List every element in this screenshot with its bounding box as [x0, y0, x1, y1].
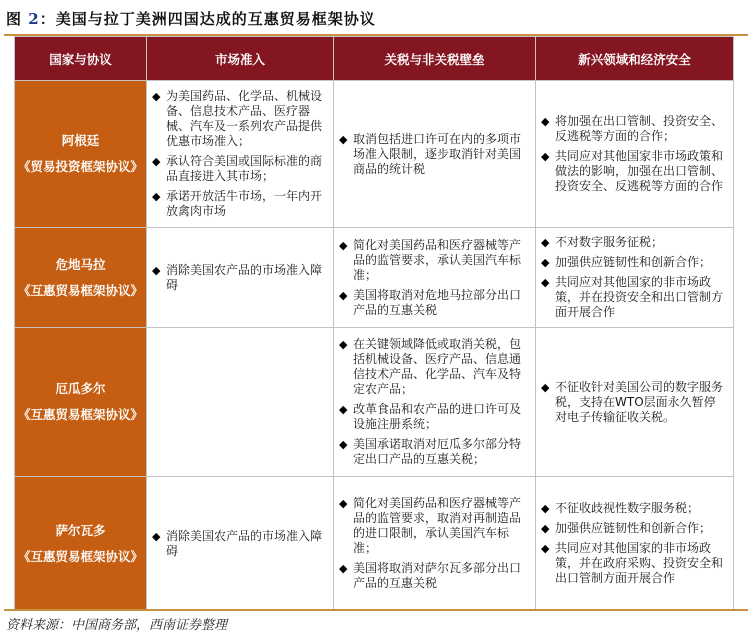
list-item: ◆ 取消包括进口许可在内的多项市场准入限制，逐步取消针对美国商品的统计税: [339, 132, 529, 177]
country-cell: [15, 328, 147, 477]
market-access-cell: [147, 81, 334, 228]
header-row: [15, 37, 734, 81]
tariff-barriers-cell: [334, 228, 536, 328]
country-name: 萨尔瓦多: [55, 522, 106, 538]
list-item: ◆ 不对数字服务征税；: [541, 235, 727, 250]
emerging-security-cell: [536, 228, 734, 328]
list-item: ◆ 在关键领域降低或取消关税，包括机械设备、医疗产品、信息通信技术产品、化学品、汽车及特定农产品；: [339, 337, 529, 397]
country-name: 危地马拉: [55, 256, 106, 272]
table-row: [15, 477, 734, 611]
emerging-security-cell: [536, 81, 734, 228]
country-name: 阿根廷: [61, 133, 100, 148]
list-item: ◆ 加强供应链韧性和创新合作；: [541, 255, 727, 270]
agreement-name: 《互惠贸易框架协议》: [17, 282, 143, 298]
list-item: ◆ 共同应对其他国家的非市场政策，并在投资安全和出口管制方面开展合作: [541, 275, 727, 320]
agreement-name: 《贸易投资框架协议》: [17, 159, 143, 174]
tariff-barriers-cell: [334, 328, 536, 477]
list-item: ◆ 消除美国农产品的市场准入障碍: [152, 529, 327, 559]
list-item: ◆ 不征收歧视性数字服务税；: [541, 501, 727, 516]
list-item: ◆ 美国将取消对危地马拉部分出口产品的互惠关税: [339, 288, 529, 318]
list-item: ◆ 消除美国农产品的市场准入障碍: [152, 263, 327, 293]
list-item: ◆ 共同应对其他国家非市场政策和做法的影响，加强在出口管制、投资安全、反逃税等方面的合作: [541, 149, 727, 194]
agreement-name: 《互惠贸易框架协议》: [17, 407, 143, 422]
country-cell: [15, 81, 147, 228]
list-item: ◆ 简化对美国药品和医疗器械等产品的监管要求，取消对再制造品的进口限制，承认美国汽车标准；: [339, 496, 529, 556]
market-access-cell: [147, 477, 334, 611]
source-note: 资料来源：中国商务部，西南证券整理: [6, 618, 228, 633]
market-access-cell: [147, 228, 334, 328]
bottom-rule: [4, 609, 748, 611]
figure-title-text: ：美国与拉丁美洲四国达成的互惠贸易框架协议: [39, 10, 376, 28]
country-cell: [15, 477, 147, 611]
list-item: ◆ 共同应对其他国家的非市场政策，并在政府采购、投资安全和出口管制方面开展合作: [541, 541, 727, 586]
agreement-name: 《互惠贸易框架协议》: [17, 548, 143, 564]
list-item: ◆ 美国承诺取消对厄瓜多尔部分特定出口产品的互惠关税；: [339, 437, 529, 467]
figure-label: 图: [6, 10, 23, 28]
table-row: [15, 81, 734, 228]
country-cell: [15, 228, 147, 328]
list-item: ◆ 为美国药品、化学品、机械设备、信息技术产品、医疗器械、汽车及一系列农产品提供优惠市场准入；: [152, 89, 327, 149]
table-row: [15, 228, 734, 328]
list-item: ◆ 加强供应链韧性和创新合作；: [541, 521, 727, 536]
figure-title: [6, 8, 376, 30]
tariff-barriers-cell: [334, 81, 536, 228]
list-item: ◆ 承诺开放活牛市场，一年内开放禽肉市场: [152, 189, 327, 219]
table-row: [15, 328, 734, 477]
list-item: ◆ 改革食品和农产品的进口许可及设施注册系统；: [339, 402, 529, 432]
list-item: ◆ 简化对美国药品和医疗器械等产品的监管要求，承认美国汽车标准；: [339, 238, 529, 283]
header-emerging-security: 新兴领域和经济安全: [536, 37, 734, 81]
header-country: 国家与协议: [15, 37, 147, 81]
list-item: ◆ 不征收针对美国公司的数字服务税，支持在WTO层面永久暂停对电子传输征收关税。: [541, 380, 727, 425]
emerging-security-cell: [536, 477, 734, 611]
market-access-cell: [147, 328, 334, 477]
list-item: ◆ 将加强在出口管制、投资安全、反逃税等方面的合作；: [541, 114, 727, 144]
tariff-barriers-cell: [334, 477, 536, 611]
header-tariff-barriers: 关税与非关税壁垒: [334, 37, 536, 81]
country-name: 厄瓜多尔: [55, 381, 106, 396]
figure-number: 2: [28, 10, 40, 28]
emerging-security-cell: [536, 328, 734, 477]
agreements-table: [14, 36, 734, 611]
list-item: ◆ 承认符合美国或国际标准的商品直接进入其市场；: [152, 154, 327, 184]
list-item: ◆ 美国将取消对萨尔瓦多部分出口产品的互惠关税: [339, 561, 529, 591]
header-market-access: 市场准入: [147, 37, 334, 81]
